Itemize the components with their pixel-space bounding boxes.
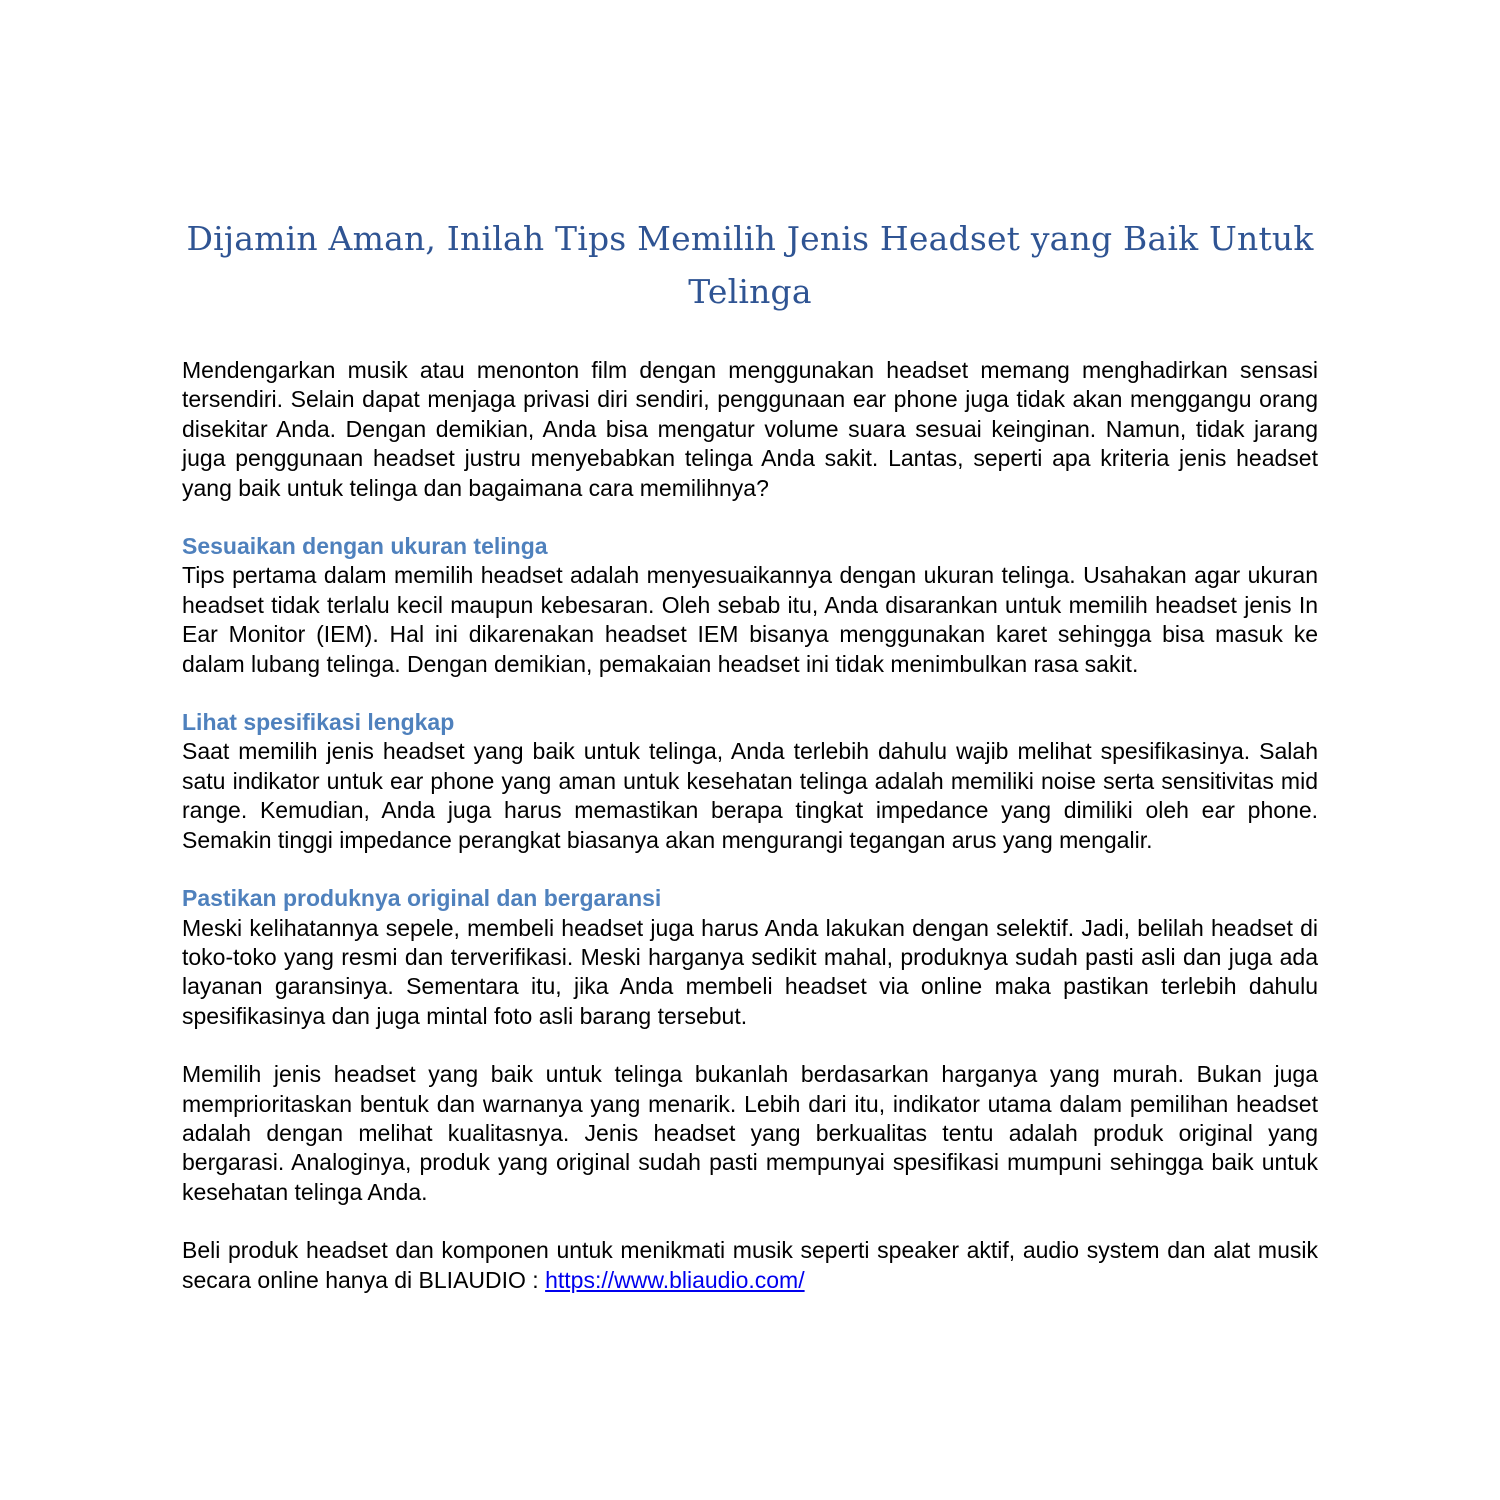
closing-text: Beli produk headset dan komponen untuk menikmati musik seperti speaker aktif, audio system dan alat musik secara online hanya di BLIAUDIO : — [182, 1237, 1318, 1293]
spacer — [182, 503, 1318, 532]
page-title: Dijamin Aman, Inilah Tips Memilih Jenis Headset yang Baik Untuk Telinga — [186, 219, 1314, 311]
section-specifications — [182, 708, 1318, 855]
section-original-warranty — [182, 884, 1318, 1031]
section-body: Tips pertama dalam memilih headset adalah menyesuaikannya dengan ukuran telinga. Usahakan agar ukuran headset tidak terlalu kecil maupun kebesaran. Oleh sebab itu, Anda disarankan untuk memilih headset jenis In Ear Monitor (IEM). Hal ini dikarenakan headset IEM bisanya menggunakan karet sehingga bisa masuk ke dalam lubang telinga. Dengan demikian, pemakaian headset ini tidak menimbulkan rasa sakit. — [182, 562, 1318, 677]
spacer — [182, 679, 1318, 708]
bliaudio-link[interactable]: https://www.bliaudio.com/ — [545, 1266, 805, 1293]
section-heading: Pastikan produknya original dan bergaransi — [182, 885, 662, 912]
section-heading: Lihat spesifikasi lengkap — [182, 709, 455, 736]
spacer — [182, 1207, 1318, 1236]
section-heading: Sesuaikan dengan ukuran telinga — [182, 533, 548, 560]
section-body: Meski kelihatannya sepele, membeli headset juga harus Anda lakukan dengan selektif. Jadi, belilah headset di toko-toko yang resmi dan terverifikasi. Meski harganya sedikit mahal, produknya sudah pasti asli dan juga ada layanan garansinya. Sementara itu, jika Anda membeli headset via online maka pastikan terlebih dahulu spesifikasinya dan juga mintal foto asli barang tersebut. — [182, 914, 1318, 1029]
conclusion-paragraph: Memilih jenis headset yang baik untuk telinga bukanlah berdasarkan harganya yang murah. Bukan juga memprioritaskan bentuk dan warnanya yang menarik. Lebih dari itu, indikator utama dalam pemilihan headset adalah dengan melihat kualitasnya. Jenis headset yang berkualitas tentu adalah produk original yang bergarasi. Analoginya, produk yang original sudah pasti mempunyai spesifikasi mumpuni sehingga baik untuk kesehatan telinga Anda. — [182, 1061, 1318, 1205]
spacer — [182, 1031, 1318, 1060]
section-body: Saat memilih jenis headset yang baik untuk telinga, Anda terlebih dahulu wajib melihat spesifikasinya. Salah satu indikator untuk ear phone yang aman untuk kesehatan telinga adalah memiliki noise serta sensitivitas mid range. Kemudian, Anda juga harus memastikan berapa tingkat impedance yang dimiliki oleh ear phone. Semakin tinggi impedance perangkat biasanya akan mengurangi tegangan arus yang mengalir. — [182, 738, 1318, 853]
intro-paragraph: Mendengarkan musik atau menonton film dengan menggunakan headset memang menghadirkan sensasi tersendiri. Selain dapat menjaga privasi diri sendiri, penggunaan ear phone juga tidak akan menggangu orang disekitar Anda. Dengan demikian, Anda bisa mengatur volume suara sesuai keinginan. Namun, tidak jarang juga penggunaan headset justru menyebabkan telinga Anda sakit. Lantas, seperti apa kriteria jenis headset yang baik untuk telinga dan bagaimana cara memilihnya? — [182, 357, 1318, 501]
spacer — [182, 855, 1318, 884]
document-page — [182, 212, 1318, 1295]
section-ear-size — [182, 532, 1318, 679]
closing-paragraph — [182, 1236, 1318, 1295]
